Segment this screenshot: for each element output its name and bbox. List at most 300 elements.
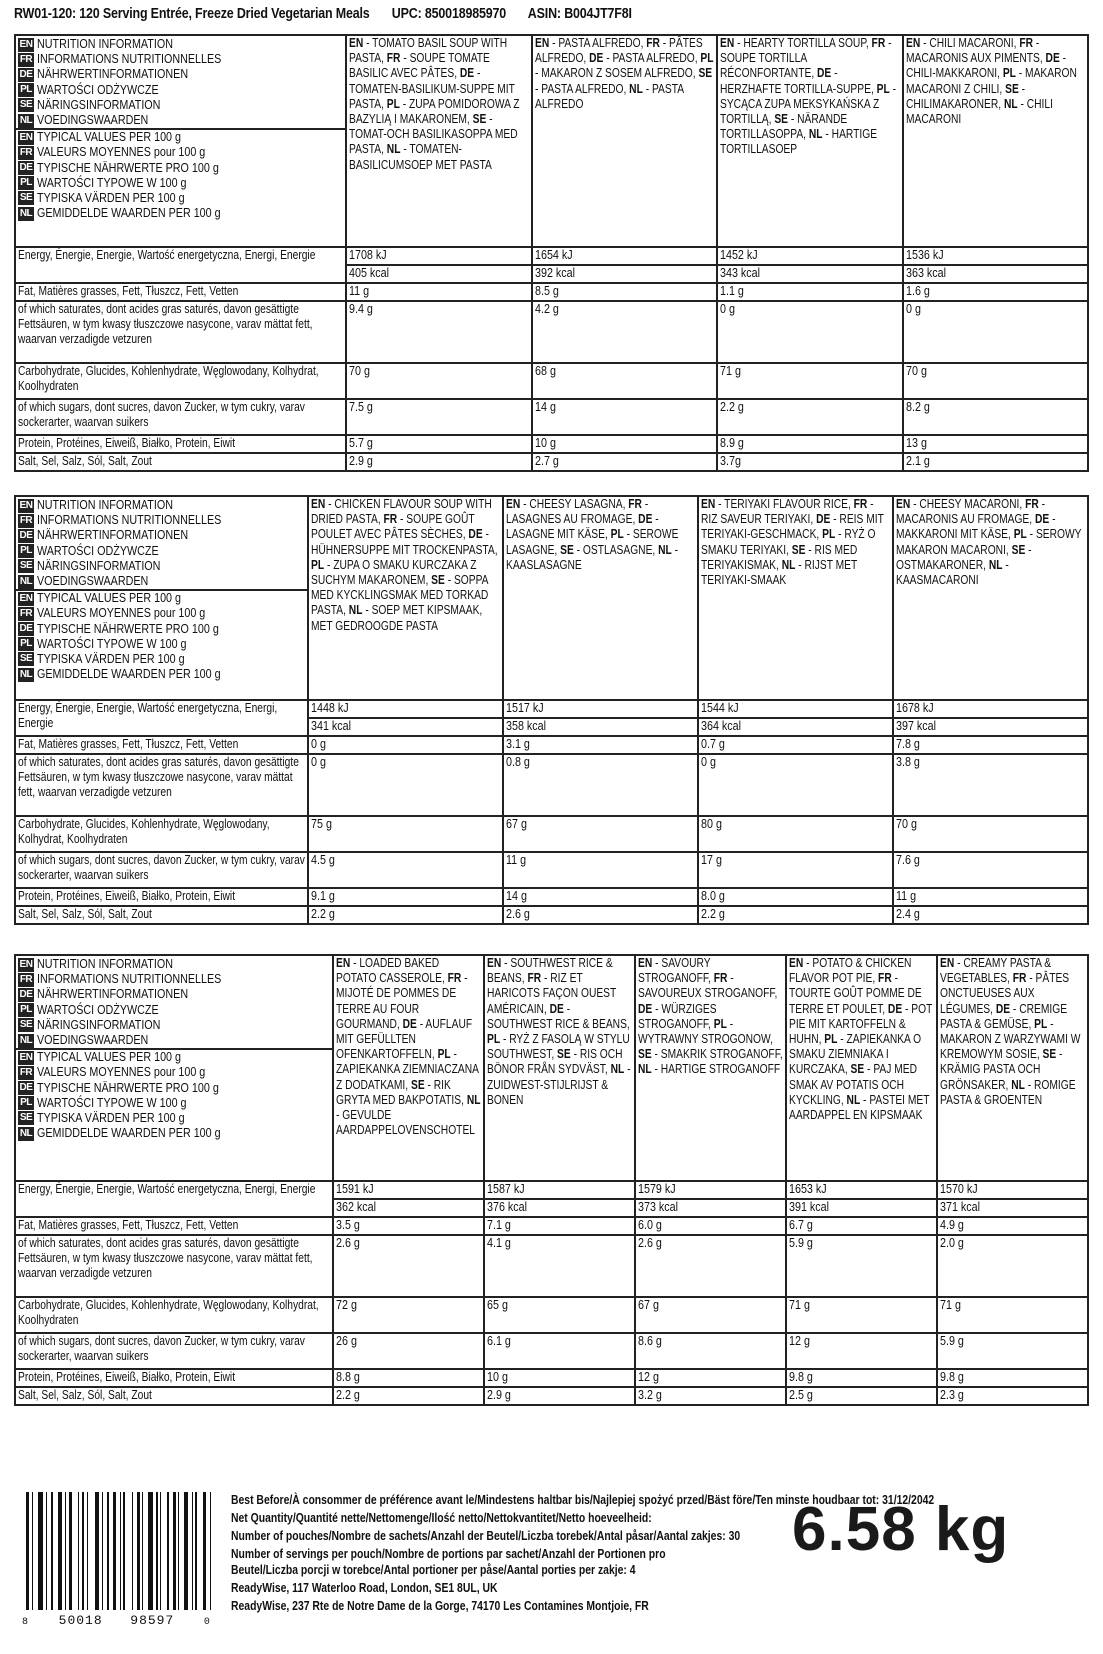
product-name-translation: SEROWE LASAGNE [506, 527, 679, 557]
product-name-translation: SOUTHWEST RICE & BEANS [487, 1016, 627, 1031]
nutrient-value: 0.8 g [503, 754, 698, 816]
lang-line [18, 98, 343, 113]
product-name-translation: CHILI-MAKKARONI [905, 66, 997, 81]
lang-line [18, 559, 305, 574]
lang-code: FR [527, 971, 542, 986]
lang-badge: EN [19, 592, 33, 604]
lang-badge: PL [18, 637, 34, 651]
nutrient-value: 10 g [532, 435, 718, 453]
lang-label: GEMIDDELDE WAARDEN PER 100 g [37, 667, 221, 682]
lang-line [18, 176, 343, 191]
nutrient-value: 3.2 g [635, 1387, 786, 1405]
nutrient-label-text: of which sugars, dont sucres, davon Zucker, w tym cukry, varav sockerarter, waarvan suikers [18, 1334, 305, 1364]
product-name: EN - CHEESY LASAGNA, FR - LASAGNES AU FROMAGE, DE - LASAGNE MIT KÄSE, PL - SEROWE LASAGNE, SE - OSTLASAGNE, NL - KAASLASAGNE [506, 497, 679, 572]
lang-code: FR [386, 51, 401, 66]
product-name-translation: WÜRZIGES STROGANOFF [638, 1001, 717, 1031]
lang-code: FR [1018, 36, 1033, 50]
nutrient-value: 8.6 g [635, 1333, 786, 1369]
lang-badge: DE [19, 529, 33, 541]
barcode-bar [26, 1492, 29, 1610]
lang-label: INFORMATIONS NUTRITIONNELLES [37, 972, 222, 987]
lang-label: VOEDINGSWAARDEN [37, 112, 149, 127]
lang-code: PL [699, 51, 714, 66]
product-name-translation: PASTA ALFREDO [557, 36, 641, 50]
lang-badge: NL [19, 207, 33, 219]
barcode-bar [192, 1492, 193, 1610]
nutrient-value: 1708 kJ [346, 247, 532, 265]
nutrient-value: 71 g [937, 1297, 1088, 1333]
nutrient-row-fat [15, 736, 1088, 754]
product-name-translation: CHILI MACARONI [928, 36, 1014, 50]
nutrient-value: 2.3 g [937, 1387, 1088, 1405]
nutrient-label-carbohydrate [15, 363, 346, 399]
nutrient-value: 70 g [903, 363, 1089, 399]
lang-code: EN [789, 956, 804, 970]
product-header [14, 6, 651, 22]
nutrient-value: 7.1 g [484, 1217, 635, 1235]
nutrient-value: 2.9 g [484, 1387, 635, 1405]
best-before-text: Best Before/À consommer de préférence avant le/Mindestens haltbar bis/Najlepiej spożyć przed/Bäst före/Ten minste houdbaar tot: 31/12/2042 [231, 1492, 935, 1507]
product-name-cell [503, 496, 698, 700]
nutrient-value: 9.8 g [786, 1369, 937, 1387]
nutrient-label-salt [15, 1387, 333, 1405]
lang-code: SE [560, 542, 574, 557]
net-weight: 6.58 kg [792, 1495, 1010, 1564]
nutrition-table-3 [14, 954, 1089, 1406]
nutrient-value: 2.9 g [346, 453, 532, 471]
lang-badge: EN [19, 499, 33, 511]
barcode-bar [123, 1492, 125, 1610]
product-name-cell [532, 35, 718, 247]
nutrient-value: 363 kcal [903, 265, 1089, 283]
nutrient-value: 9.1 g [308, 888, 503, 906]
lang-code: NL [781, 557, 796, 572]
lang-code: NL [988, 557, 1003, 572]
product-name-translation: RIZ SAVEUR TERIYAKI [701, 512, 811, 527]
nutrient-value: 1653 kJ [786, 1181, 937, 1199]
lang-label: TYPISKA VÄRDEN PER 100 g [37, 190, 185, 205]
lang-badge: PL [18, 83, 34, 97]
barcode-bar [82, 1492, 84, 1610]
barcode-bar [69, 1492, 72, 1610]
nutrient-value: 70 g [893, 816, 1088, 852]
nutrient-label-energy [15, 247, 346, 283]
product-name-translation: PASTA ALFREDO [540, 81, 623, 96]
product-name: EN - CREAMY PASTA & VEGETABLES, FR - PÂTES ONCTUEUSES AUX LÉGUMES, DE - CREMIGE PASTA & GEMÜSE, PL - MAKARON Z WARZYWAMI W KREMOWYM SOSIE, SE - KRÄMIG PASTA OCH GRÖNSAKER, NL - ROMIGE PASTA & GROENTEN [940, 956, 1081, 1107]
lang-code: DE [816, 512, 831, 527]
lang-code: FR [853, 497, 868, 511]
nutrient-value: 7.5 g [346, 399, 532, 435]
barcode-bar [58, 1492, 62, 1610]
product-name: EN - SAVOURY STROGANOFF, FR - SAVOUREUX STROGANOFF, DE - WÜRZIGES STROGANOFF, PL - WYTRAWNY STROGONOW, SE - SMAKRIK STROGANOFF, NL - HARTIGE STROGANOFF [638, 956, 783, 1077]
lang-code: SE [850, 1062, 865, 1077]
product-name-translation: GEVULDE AARDAPPELOVENSCHOTEL [336, 1108, 475, 1138]
nutrient-value: 0 g [717, 301, 903, 363]
product-name-cell [635, 955, 786, 1181]
lang-code: NL [386, 142, 401, 157]
nutrient-value: 9.4 g [346, 301, 532, 363]
lang-code: SE [791, 542, 806, 557]
product-name-translation: SAVOUREUX STROGANOFF [638, 986, 775, 1001]
nutrient-label-protein [15, 888, 308, 906]
lang-code: FR [713, 971, 728, 986]
lang-badge: NL [19, 575, 33, 587]
lang-badge: PL [18, 1096, 34, 1110]
nutrient-value: 2.4 g [893, 906, 1088, 924]
lang-label: VOEDINGSWAARDEN [37, 1032, 149, 1047]
lang-label: VALEURS MOYENNES pour 100 g [37, 1065, 206, 1080]
lang-code: DE [638, 1001, 653, 1016]
product-name-translation: HARTIGE TORTILLASOEP [720, 127, 878, 157]
lang-code: PL [822, 527, 836, 542]
sku-title: RW01-120: 120 Serving Entrée, Freeze Dried Vegetarian Meals [14, 6, 370, 22]
nutrient-label-text: Salt, Sel, Salz, Sól, Salt, Zout [18, 907, 152, 921]
product-name-translation: LASAGNE MIT KÄSE [506, 527, 605, 542]
nutrient-value: 8.8 g [333, 1369, 484, 1387]
lang-code: PL [610, 527, 624, 542]
nutrient-value: 376 kcal [484, 1199, 635, 1217]
nutrient-value: 0 g [903, 301, 1089, 363]
product-name-translation: MACARONIS AUX PIMENTS [905, 51, 1040, 66]
lang-code: NL [808, 127, 823, 142]
lang-code: EN [638, 956, 653, 970]
barcode-bar [184, 1492, 188, 1610]
nutrient-value: 75 g [308, 816, 503, 852]
nutrient-row-salt [15, 906, 1088, 924]
nutrient-value: 6.1 g [484, 1333, 635, 1369]
lang-code: SE [1042, 1047, 1057, 1062]
servings-text-1: Number of servings per pouch/Nombre de portions par sachet/Anzahl der Portionen pro [231, 1546, 666, 1561]
product-name-translation: MAKARON MACARONI Z CHILI [905, 66, 1077, 96]
servings-text-2: Beutel/Liczba porcji w torebce/Antal portioner per påse/Aantal porties per zakje: 4 [231, 1562, 636, 1577]
product-name-translation: SYCĄCA ZUPA MEKSYKAŃSKA Z TORTILLĄ [720, 96, 880, 127]
product-name-translation: OSTLASAGNE [582, 542, 653, 557]
product-name-translation: SOEP MET KIPSMAAK, MET GEDROOGDE PASTA [311, 603, 483, 633]
nutrient-value: 2.0 g [937, 1235, 1088, 1297]
lang-label: VOEDINGSWAARDEN [37, 573, 149, 588]
nutrient-label-text: Fat, Matières grasses, Fett, Tłuszcz, Fett, Vetten [18, 1218, 239, 1232]
lang-code: EN [534, 36, 549, 50]
lang-label: GEMIDDELDE WAARDEN PER 100 g [37, 206, 221, 221]
lang-code: FR [383, 512, 398, 527]
lang-label: TYPICAL VALUES PER 100 g [37, 1050, 182, 1065]
lang-line [18, 1081, 330, 1096]
lang-badge: DE [19, 162, 33, 174]
nutrient-value: 1517 kJ [503, 700, 698, 718]
lang-code: SE [410, 1077, 425, 1092]
lang-code: FR [628, 497, 642, 511]
nutrient-label-protein [15, 435, 346, 453]
lang-code: EN [896, 497, 911, 511]
nutrient-value: 2.2 g [717, 399, 903, 435]
nutrient-label-text: of which saturates, dont acides gras saturés, davon gesättigte Fettsäuren, w tym kwasy tłuszczowe nasycone, varav mättat fett, waarvan verzadigde vetzuren [18, 302, 313, 347]
lang-badge: FR [19, 1066, 33, 1078]
nutrient-label-fat [15, 736, 308, 754]
barcode [22, 1492, 227, 1632]
nutrient-label-text: Protein, Protéines, Eiweiß, Białko, Protein, Eiwit [18, 436, 236, 450]
barcode-bar [95, 1492, 99, 1610]
nutrient-value: 343 kcal [717, 265, 903, 283]
lang-code: PL [824, 1032, 838, 1047]
lang-badge: SE [19, 192, 33, 204]
lang-code: NL [1003, 96, 1018, 111]
lang-line [18, 161, 343, 176]
lang-badge: SE [19, 99, 33, 111]
barcode-bar [137, 1492, 140, 1610]
lang-badge: EN [19, 1051, 33, 1063]
product-name-translation: PASTA ALFREDO [534, 81, 683, 111]
product-name-cell [484, 955, 635, 1181]
lang-code: SE [431, 573, 445, 588]
nutrient-value: 7.8 g [893, 736, 1088, 754]
nutrient-value: 371 kcal [937, 1199, 1088, 1217]
product-name-translation: TERIYAKI FLAVOUR RICE [724, 497, 848, 511]
nutrient-label-text: Energy, Énergie, Energie, Wartość energetyczna, Energi, Energie [18, 1182, 316, 1196]
nutrient-label-saturates [15, 301, 346, 363]
nutrient-value: 392 kcal [532, 265, 718, 283]
lang-badge: DE [19, 1082, 33, 1094]
product-name-translation: LASAGNES AU FROMAGE [506, 512, 633, 527]
barcode-bar [212, 1492, 214, 1610]
nutrient-label-salt [15, 453, 346, 471]
nutrient-value: 2.5 g [786, 1387, 937, 1405]
asin-code: ASIN: B004JT7F8I [527, 6, 632, 22]
lang-badge: DE [19, 988, 33, 1000]
lang-badge: EN [19, 38, 33, 50]
lang-line [18, 1065, 330, 1080]
nutrient-label-text: Fat, Matières grasses, Fett, Tłuszcz, Fett, Vetten [18, 284, 239, 298]
lang-label: TYPICAL VALUES PER 100 g [37, 591, 182, 606]
lang-line [18, 987, 330, 1002]
lang-label: GEMIDDELDE WAARDEN PER 100 g [37, 1126, 221, 1141]
nutrient-value: 6.0 g [635, 1217, 786, 1235]
lang-code: EN [905, 36, 920, 50]
lang-code: DE [1034, 512, 1050, 527]
product-name-translation: ROMIGE PASTA & GROENTEN [940, 1077, 1076, 1107]
product-name: EN - CHEESY MACARONI, FR - MACARONIS AU FROMAGE, DE - MAKKARONI MIT KÄSE, PL - SEROWY MAKARON MACARONI, SE - OSTMAKARONER, NL - KAASMACARONI [896, 497, 1082, 588]
nutrient-value: 341 kcal [308, 718, 503, 736]
lang-label: NUTRITION INFORMATION [37, 498, 173, 512]
nutrient-label-text: of which saturates, dont acides gras saturés, davon gesättigte Fettsäuren, w tym kwasy tłuszczowe nasycone, varav mättat fett, waarvan verzadigde vetzuren [18, 1236, 313, 1281]
nutrient-value: 0.7 g [698, 736, 893, 754]
barcode-bar [120, 1492, 121, 1610]
lang-code: SE [557, 1047, 571, 1062]
nutrient-value: 8.2 g [903, 399, 1089, 435]
product-name-translation: MAKARON Z SOSEM ALFREDO [540, 66, 693, 81]
barcode-bar [203, 1492, 206, 1610]
nutrient-value: 0 g [698, 754, 893, 816]
nutrient-value: 17 g [698, 852, 893, 888]
nutrient-value: 2.2 g [333, 1387, 484, 1405]
product-name-translation: TOMATO BASIL SOUP WITH PASTA [349, 36, 508, 66]
product-name-translation: SOUPE TORTILLA RÉCONFORTANTE [720, 51, 812, 81]
product-name-translation: CHILIMAKARONER [905, 96, 998, 111]
lang-code: SE [1011, 542, 1026, 557]
nutrition-table-2 [14, 495, 1089, 925]
nutrient-value: 364 kcal [698, 718, 893, 736]
nutrition-table-1 [14, 34, 1089, 472]
nutrient-value: 65 g [484, 1297, 635, 1333]
nutrient-label-text: Salt, Sel, Salz, Sól, Salt, Zout [18, 1388, 152, 1402]
nutrient-value: 1587 kJ [484, 1181, 635, 1199]
lang-line [18, 52, 343, 67]
nutrient-label-fat [15, 283, 346, 301]
nutrient-value: 80 g [698, 816, 893, 852]
lang-label: TYPICAL VALUES PER 100 g [37, 130, 182, 145]
product-name: EN - SOUTHWEST RICE & BEANS, FR - RIZ ET HARICOTS FAÇON OUEST AMÉRICAIN, DE - SOUTHWEST RICE & BEANS, PL - RYŻ Z FASOLĄ W STYLU SOUTHWEST, SE - RIS OCH BÖNOR FRÅN SYDVÄST, NL - ZUIDWEST-STIJLRIJST & BONEN [487, 956, 631, 1107]
nutrient-value: 2.6 g [503, 906, 698, 924]
product-name-translation: CHILI MACARONI [905, 96, 1053, 127]
product-name-translation: RIS OCH BÖNOR FRÅN SYDVÄST [487, 1047, 623, 1077]
nutrient-label-saturates [15, 754, 308, 816]
lang-code: DE [459, 66, 475, 81]
nutrient-row-energy-kj [15, 700, 1088, 718]
nutrient-value: 1.6 g [903, 283, 1089, 301]
lang-line [18, 1126, 330, 1141]
lang-badge: DE [19, 623, 33, 635]
product-name-translation: TOMATEN-BASILICUMSOEP MET PASTA [349, 142, 492, 172]
product-name-translation: TOURTE GOÛT POMME DE TERRE ET POULET [789, 986, 922, 1016]
nutrient-value: 2.7 g [532, 453, 718, 471]
lang-label: TYPISKA VÄRDEN PER 100 g [37, 651, 185, 666]
lang-badge: SE [19, 653, 33, 665]
product-name-translation: OSTMAKARONER [896, 557, 984, 572]
nutrient-row-saturates [15, 1235, 1088, 1297]
nutrient-value: 4.9 g [937, 1217, 1088, 1235]
lang-line [18, 667, 305, 682]
lang-label: WARTOŚCI TYPOWE W 100 g [37, 1095, 187, 1110]
lang-code: SE [472, 112, 487, 127]
product-name-translation: REIS MIT TERIYAKI-GESCHMACK [701, 512, 884, 542]
nutrient-label-salt [15, 906, 308, 924]
barcode-bar [173, 1492, 176, 1610]
nutrient-value: 1448 kJ [308, 700, 503, 718]
lang-line [18, 1096, 330, 1111]
nutrition-header-cell [15, 35, 346, 247]
lang-code: PL [876, 81, 890, 96]
product-name-translation: AUFLAUF MIT GEFÜLLTEN OFENKARTOFFELN [336, 1016, 473, 1062]
barcode-bar [107, 1492, 109, 1610]
product-name-cell [893, 496, 1088, 700]
nutrient-value: 4.1 g [484, 1235, 635, 1297]
lang-code: FR [447, 971, 462, 986]
lang-label: NÄHRWERTINFORMATIONEN [37, 528, 189, 543]
lang-badge: DE [19, 68, 33, 80]
product-name: EN - PASTA ALFREDO, FR - PÂTES ALFREDO, DE - PASTA ALFREDO, PL - MAKARON Z SOSEM ALFREDO, SE - PASTA ALFREDO, NL - PASTA ALFREDO [534, 36, 714, 111]
lang-line [18, 83, 343, 98]
nutrient-value: 8.0 g [698, 888, 893, 906]
product-name-translation: PASTA ALFREDO [611, 51, 695, 66]
product-name-cell [903, 35, 1089, 247]
lang-label: WARTOŚCI TYPOWE W 100 g [37, 636, 187, 651]
lang-label: NUTRITION INFORMATION [37, 37, 173, 51]
nutrient-value: 11 g [503, 852, 698, 888]
lang-code: FR [878, 971, 892, 986]
nutrient-value: 5.7 g [346, 435, 532, 453]
lang-code: NL [658, 542, 672, 557]
barcode-bar [148, 1492, 153, 1610]
nutrient-value: 5.9 g [786, 1235, 937, 1297]
lang-line [18, 591, 305, 606]
nutrient-label-text: Fat, Matières grasses, Fett, Tłuszcz, Fett, Vetten [18, 737, 239, 751]
nutrient-value: 7.6 g [893, 852, 1088, 888]
nutrient-value: 12 g [786, 1333, 937, 1369]
nutrient-row-energy-kj [15, 1181, 1088, 1199]
product-name-translation: POT PIE MIT KARTOFFELN & HUHN [789, 1001, 933, 1047]
product-name-translation: CREAMY PASTA & VEGETABLES [940, 956, 1052, 986]
lang-label: INFORMATIONS NUTRITIONNELLES [37, 52, 222, 67]
nutrient-row-fat [15, 1217, 1088, 1235]
nutrient-value: 14 g [503, 888, 698, 906]
nutrient-row-protein [15, 1369, 1088, 1387]
address-fr: ReadyWise, 237 Rte de Notre Dame de la Gorge, 74170 Les Contamines Montjoie, FR [231, 1598, 649, 1613]
product-name-translation: KRÄMIG PASTA OCH GRÖNSAKER [940, 1062, 1041, 1092]
nutrient-value: 11 g [346, 283, 532, 301]
product-name-translation: SEROWY MAKARON MACARONI [896, 527, 1082, 557]
nutrient-row-fat [15, 283, 1088, 301]
barcode-digits: 8 50018 98597 0 [22, 1613, 211, 1628]
lang-code: EN [940, 956, 955, 970]
lang-line [18, 145, 343, 160]
barcode-bars [26, 1492, 214, 1610]
product-name-translation: ZAPIEKANKA ZIEMNIACZANA Z DODATKAMI [336, 1062, 479, 1092]
nutrient-value: 0 g [308, 736, 503, 754]
nutrient-label-sugars [15, 1333, 333, 1369]
nutrient-value: 1591 kJ [333, 1181, 484, 1199]
nutrient-value: 3.5 g [333, 1217, 484, 1235]
product-name-cell [698, 496, 893, 700]
lang-badge: SE [19, 1112, 33, 1124]
pouches-count-text: Number of pouches/Nombre de sachets/Anzahl der Beutel/Liczba torebek/Antal påsar/Aantal zakjes: 30 [231, 1528, 741, 1543]
nutrient-label-text: Carbohydrate, Glucides, Kohlenhydrate, Węglowodany, Kolhydrat, Koolhydraten [18, 1298, 319, 1328]
lang-code: NL [638, 1062, 652, 1077]
nutrient-label-energy [15, 700, 308, 736]
lang-badge: FR [19, 514, 33, 526]
lang-line [18, 1033, 330, 1048]
lang-label: NÄRINGSINFORMATION [37, 97, 161, 112]
lang-code: EN [720, 36, 735, 50]
lang-line [18, 37, 343, 52]
product-name-translation: CHEESY LASAGNA [529, 497, 623, 511]
lang-code: EN [336, 956, 351, 970]
lang-label: VALEURS MOYENNES pour 100 g [37, 606, 206, 621]
product-name-translation: MIJOTÉ DE POMMES DE TERRE AU FOUR GOURMAND [336, 986, 457, 1031]
nutrient-value: 5.9 g [937, 1333, 1088, 1369]
nutrient-row-sugars [15, 399, 1088, 435]
nutrient-label-carbohydrate [15, 816, 308, 852]
nutrient-row-saturates [15, 301, 1088, 363]
nutrient-value: 8.9 g [717, 435, 903, 453]
nutrient-value: 8.5 g [532, 283, 718, 301]
nutrient-value: 26 g [333, 1333, 484, 1369]
barcode-bar [178, 1492, 179, 1610]
lang-line [18, 544, 305, 559]
nutrient-value: 1536 kJ [903, 247, 1089, 265]
lang-code: FR [871, 36, 886, 50]
lang-code: PL [487, 1032, 501, 1047]
product-name-translation: CREMIGE PASTA & GEMÜSE [940, 1001, 1068, 1031]
lang-badge: SE [19, 1019, 33, 1031]
product-name-translation: MAKARON Z WARZYWAMI W KREMOWYM SOSIE [940, 1032, 1081, 1062]
product-name-translation: SAVOURY STROGANOFF [638, 956, 711, 986]
barcode-bar [87, 1492, 88, 1610]
barcode-bar [113, 1492, 116, 1610]
nutrient-label-text: Energy, Énergie, Energie, Wartość energetyczna, Energi, Energie [18, 701, 278, 731]
lang-code: FR [1012, 971, 1027, 986]
product-name-translation: RIS MED TERIYAKISMAK [701, 542, 858, 572]
lang-badge: NL [19, 1034, 33, 1046]
barcode-bar [102, 1492, 103, 1610]
